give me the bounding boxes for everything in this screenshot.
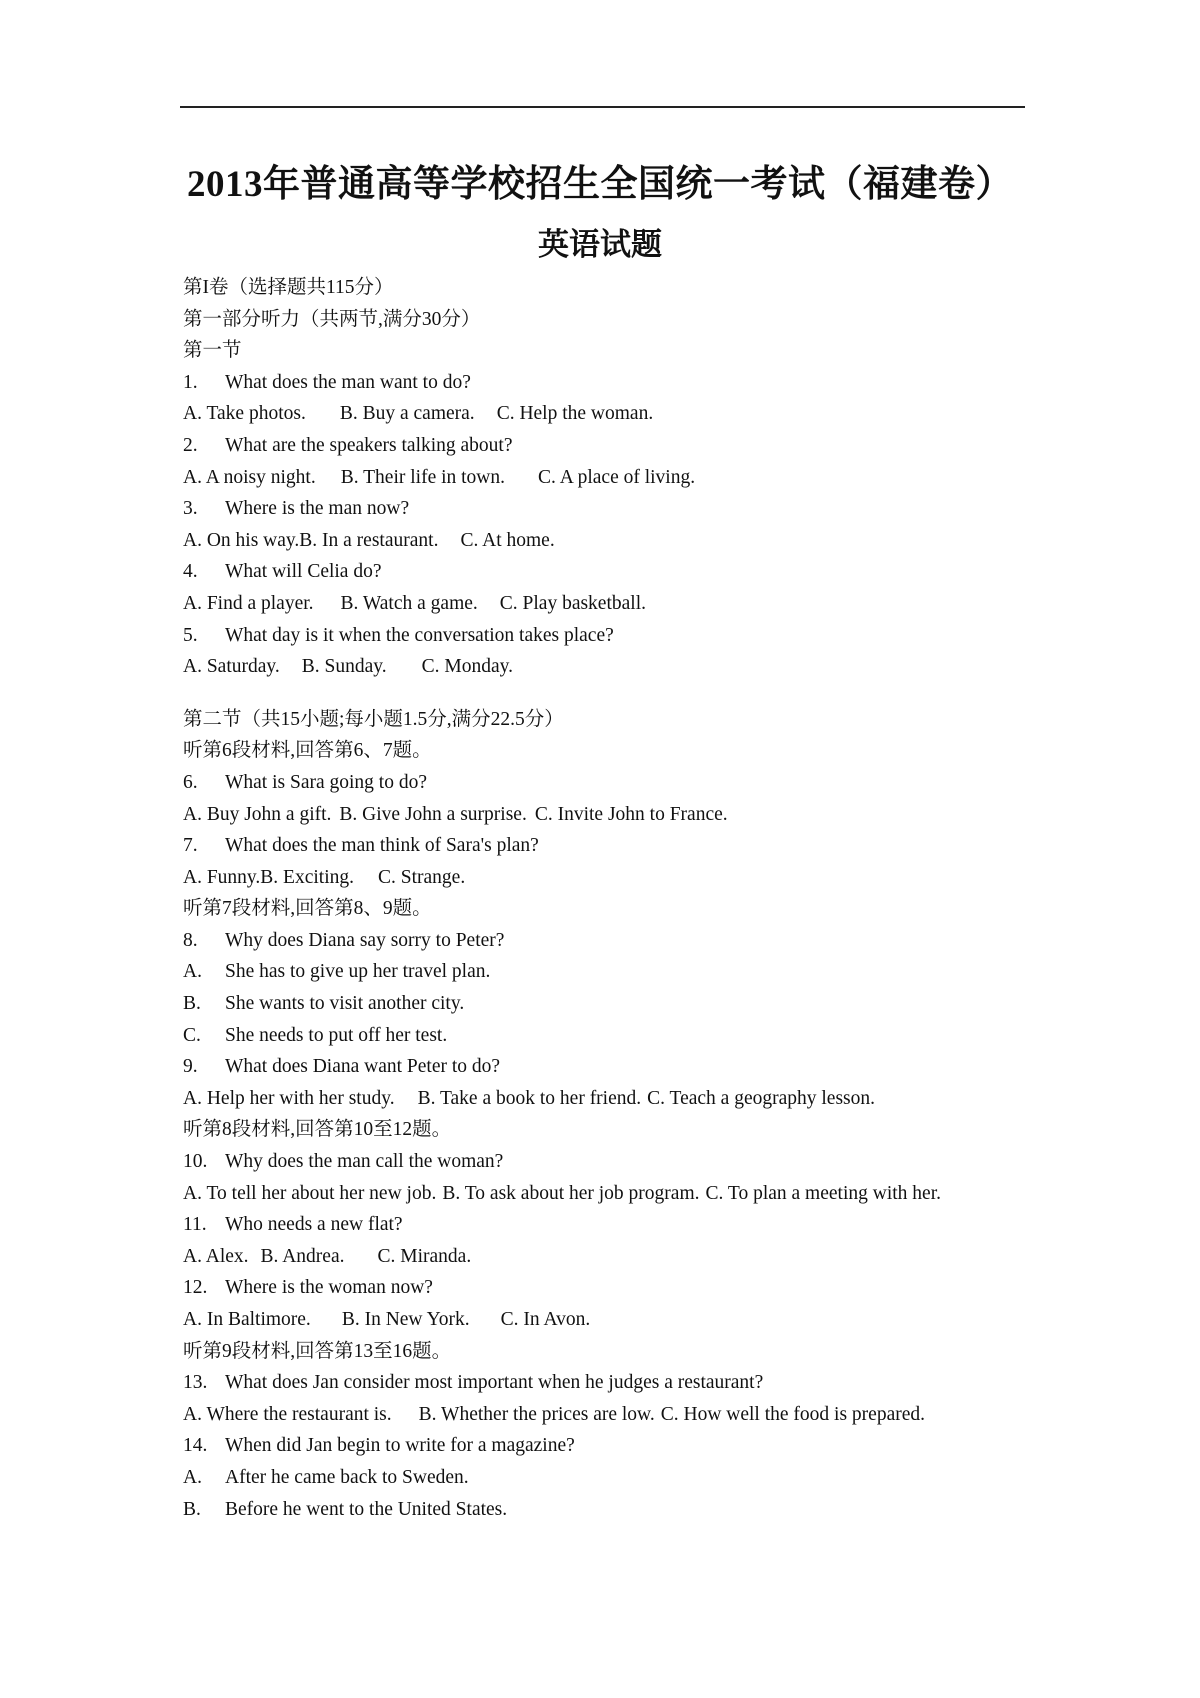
answer-options [183,462,1183,494]
option-c: C. A place of living. [538,466,696,488]
question-stem [183,620,1183,652]
question-text: What will Celia do? [225,561,382,583]
part-header: 第一部分听力（共两节,满分30分） [183,308,481,330]
option-letter: A. [183,1466,202,1488]
option-letter: B. [183,993,201,1015]
option-a: A. Alex. [183,1245,249,1267]
question-text: Who needs a new flat? [225,1214,403,1236]
answer-options [183,398,1183,430]
option-b: B. To ask about her job program. [442,1182,700,1204]
question-number: 12. [183,1277,208,1299]
question-stem [183,1367,1183,1399]
option-b: B. Their life in town. [340,466,506,488]
option-c: C. Teach a geography lesson. [647,1087,876,1109]
exam-title: 2013年普通高等学校招生全国统一考试（福建卷） [187,164,1013,205]
option-text: She needs to put off her test. [225,1024,448,1046]
question-number: 6. [183,771,198,793]
question-text: What day is it when the conversation takes place? [225,624,614,646]
option-a: A. Funny. [183,866,261,888]
option-a: A. Take photos. [183,403,306,425]
answer-options [183,1178,1183,1210]
question-number: 2. [183,434,198,456]
question-text: Why does Diana say sorry to Peter? [225,929,505,951]
question-number: 4. [183,561,198,583]
spacer [183,683,1183,704]
question-number: 7. [183,835,198,857]
option-b: B. Buy a camera. [339,403,475,425]
option-a: A. Where the restaurant is. [183,1403,392,1425]
option-c: C. Miranda. [377,1245,472,1267]
option-b: B. Sunday. [301,656,387,678]
question-stem [183,493,1183,525]
material-header: 听第7段材料,回答第8、9题。 [183,898,432,920]
answer-options [183,1304,1183,1336]
question-number: 10. [183,1151,208,1173]
question-number: 14. [183,1435,208,1457]
volume-header: 第I卷（选择题共115分） [183,277,394,298]
question-stem [183,1272,1183,1304]
option-b [183,1494,1183,1526]
option-b: B. In New York. [341,1309,470,1330]
option-letter: A. [183,961,202,983]
option-text: She wants to visit another city. [225,993,465,1015]
option-c: C. In Avon. [500,1309,591,1330]
option-a: A. Help her with her study. [183,1087,395,1109]
option-a: A. A noisy night. [183,466,316,488]
question-number: 13. [183,1372,208,1394]
option-c: C. Invite John to France. [534,803,728,825]
option-a [183,956,1183,988]
answer-options [183,862,1183,894]
answer-options [183,799,1183,831]
answer-options [183,1083,1183,1115]
question-stem [183,925,1183,957]
question-number: 9. [183,1056,198,1078]
question-number: 5. [183,624,198,646]
question-text: What does the man think of Sara's plan? [225,835,539,857]
option-c [183,1020,1183,1052]
section-header: 第二节（共15小题;每小题1.5分,满分22.5分） [183,708,564,730]
option-c: C. To plan a meeting with her. [705,1182,941,1204]
option-text: Before he went to the United States. [225,1498,508,1520]
material-header: 听第6段材料,回答第6、7题。 [183,740,432,762]
option-b: B. Andrea. [260,1245,345,1267]
option-c: C. Help the woman. [496,403,654,425]
option-a: A. Buy John a gift. [183,803,332,825]
question-text: What is Sara going to do? [225,771,427,793]
option-c: C. Strange. [378,866,466,888]
option-b: B. In a restaurant. [299,529,439,551]
question-text: When did Jan begin to write for a magazine? [225,1435,575,1457]
exam-subtitle: 英语试题 [538,227,662,262]
option-letter: C. [183,1024,201,1046]
answer-options [183,525,1183,557]
question-stem [183,367,1183,399]
option-b: B. Take a book to her friend. [417,1087,642,1109]
option-text: She has to give up her travel plan. [225,961,491,983]
answer-options [183,1241,1183,1273]
option-a: A. On his way. [183,529,300,551]
option-a: A. Saturday. [183,656,280,678]
option-c: C. Monday. [421,656,513,678]
option-letter: B. [183,1498,201,1520]
question-number: 3. [183,498,198,520]
question-text: What are the speakers talking about? [225,434,513,456]
question-text: What does Jan consider most important when he judges a restaurant? [225,1372,764,1394]
answer-options [183,651,1183,683]
option-b [183,988,1183,1020]
section-header: 第一节 [183,340,242,362]
option-a: A. To tell her about her new job. [183,1182,437,1204]
option-a: A. Find a player. [183,592,314,614]
top-rule [180,106,1025,108]
option-b: B. Whether the prices are low. [418,1403,655,1425]
exam-body [183,272,1183,1525]
question-text: Why does the man call the woman? [225,1151,504,1173]
question-stem [183,1051,1183,1083]
material-header: 听第8段材料,回答第10至12题。 [183,1119,452,1141]
question-stem [183,767,1183,799]
answer-options [183,588,1183,620]
option-b: B. Watch a game. [340,592,478,614]
question-text: Where is the woman now? [225,1277,433,1299]
question-text: Where is the man now? [225,498,410,520]
option-c: C. Play basketball. [499,592,646,614]
question-stem [183,1430,1183,1462]
answer-options [183,1399,1183,1431]
question-stem [183,1209,1183,1241]
option-b: B. Exciting. [260,866,354,888]
question-stem [183,430,1183,462]
question-text: What does the man want to do? [225,371,471,393]
question-text: What does Diana want Peter to do? [225,1056,501,1078]
option-c: C. How well the food is prepared. [660,1403,926,1425]
option-a [183,1462,1183,1494]
option-text: After he came back to Sweden. [225,1466,469,1488]
question-stem [183,556,1183,588]
material-header: 听第9段材料,回答第13至16题。 [183,1340,452,1362]
question-number: 11. [183,1214,207,1236]
option-c: C. At home. [460,529,555,551]
option-a: A. In Baltimore. [183,1309,311,1330]
question-number: 1. [183,371,198,393]
question-stem [183,1146,1183,1178]
question-stem [183,830,1183,862]
question-number: 8. [183,929,198,951]
option-b: B. Give John a surprise. [339,803,527,825]
